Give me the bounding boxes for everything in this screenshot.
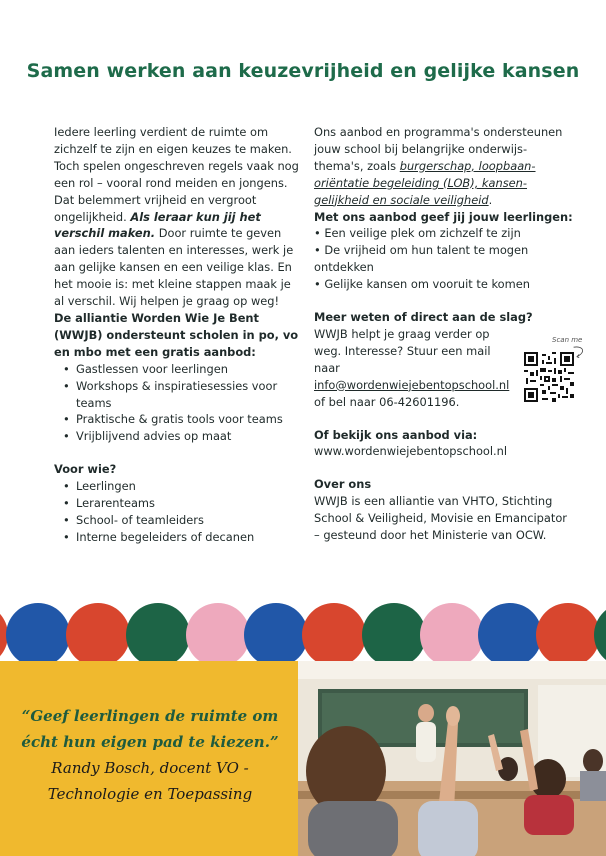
circle-red <box>302 603 366 667</box>
for-who-heading: Voor wie? <box>54 462 117 477</box>
themes-link[interactable]: burgerschap, loopbaan-oriëntatie begeleiding (LOB), kansen-gelijkheid en sociale veiligheid <box>314 158 536 207</box>
offer-text: Ons aanbod en programma's ondersteunen jouw school bij belangrijke onderwijs-thema's, zoals <box>314 125 563 173</box>
contact-text: WWJB helpt je graag verder op weg. Interesse? Stuur een mail naar info@wordenwiejebentopschool.nl of bel naar 06-42601196. <box>314 326 510 409</box>
circle-red <box>66 603 130 667</box>
arrow-icon <box>572 344 588 360</box>
give-list <box>314 225 574 293</box>
email-link[interactable]: info@wordenwiejebentopschool.nl <box>314 377 510 392</box>
intro-text-1: Iedere leerling verdient de ruimte om zichzelf te zijn en eigen keuzes te maken. Toch spelen ongeschreven regels vaak nog een rol – vooral rond meiden en jongens. Dat belemmert vrijheid en vergroot ongelijkheid. <box>54 125 299 224</box>
about-text: WWJB is een alliantie van VHTO, Stichting School & Veiligheid, Movisie en Emancipator – gesteund door het Ministerie van OCW. <box>314 494 567 543</box>
list-item: • Workshops & inspiratiesessies voor teams <box>76 378 304 412</box>
about-block <box>314 476 574 544</box>
offer-paragraph <box>314 124 574 209</box>
circle-green <box>126 603 190 667</box>
contact-block <box>314 309 533 410</box>
list-item: • Lerarenteams <box>76 495 304 512</box>
website-heading: Of bekijk ons aanbod via: <box>314 427 478 442</box>
circle-blue <box>478 603 542 667</box>
about-heading: Over ons <box>314 477 372 492</box>
list-item: • Leerlingen <box>76 478 304 495</box>
circle-green <box>362 603 426 667</box>
website-link[interactable]: www.wordenwiejebentopschool.nl <box>314 444 508 459</box>
list-item: • School- of teamleiders <box>76 512 304 529</box>
offer-end: . <box>488 192 493 207</box>
qr-code-block <box>524 336 584 408</box>
left-column <box>54 124 304 562</box>
list-item: • Gelijke kansen om vooruit te komen <box>314 277 530 292</box>
qr-code-icon[interactable] <box>524 352 574 402</box>
quote-block <box>20 703 280 807</box>
quote-text: “Geef leerlingen de ruimte om écht hun eigen pad te kiezen.” <box>21 707 279 751</box>
intro-text-2: Door ruimte te geven aan ieders talenten en interesses, werk je aan gelijke kansen en een veilige klas. En het mooie is: met kleine stappen maak je al verschil. Wij helpen je graag op weg! <box>54 226 294 309</box>
quote-author: Randy Bosch, docent VO - Technologie en Toepassing <box>47 759 253 803</box>
circle-green <box>594 603 606 667</box>
circle-red <box>536 603 600 667</box>
contact-heading: Meer weten of direct aan de slag? <box>314 310 533 325</box>
intro-emphasis: Als leraar kun jij het verschil maken. <box>54 209 261 241</box>
intro-paragraph <box>54 124 304 310</box>
list-item: • De vrijheid om hun talent te mogen ontdekken <box>314 243 529 275</box>
circle-blue <box>244 603 308 667</box>
give-heading: Met ons aanbod geef jij jouw leerlingen: <box>314 209 573 224</box>
qr-label: Scan me <box>552 336 583 344</box>
alliance-list <box>54 361 304 446</box>
alliance-block <box>54 310 304 445</box>
list-item: • Interne begeleiders of decanen <box>76 529 304 546</box>
circle-pink <box>420 603 484 667</box>
list-item: • Praktische & gratis tools voor teams <box>76 411 304 428</box>
give-block <box>314 209 574 294</box>
for-who-block <box>54 461 304 546</box>
page-title: Samen werken aan keuzevrijheid en gelijke kansen <box>26 60 580 82</box>
classroom-illustration <box>298 661 606 856</box>
list-item: • Gastlessen voor leerlingen <box>76 361 304 378</box>
website-block <box>314 427 574 461</box>
alliance-heading: De alliantie Worden Wie Je Bent (WWJB) ondersteunt scholen in po, vo en mbo met een gratis aanbod: <box>54 310 299 359</box>
classroom-photo <box>298 661 606 856</box>
list-item: • Vrijblijvend advies op maat <box>76 428 304 445</box>
decorative-circles <box>0 603 606 667</box>
list-item: • Een veilige plek om zichzelf te zijn <box>314 226 521 241</box>
circle-blue <box>6 603 70 667</box>
circle-pink <box>186 603 250 667</box>
for-who-list <box>54 478 304 546</box>
